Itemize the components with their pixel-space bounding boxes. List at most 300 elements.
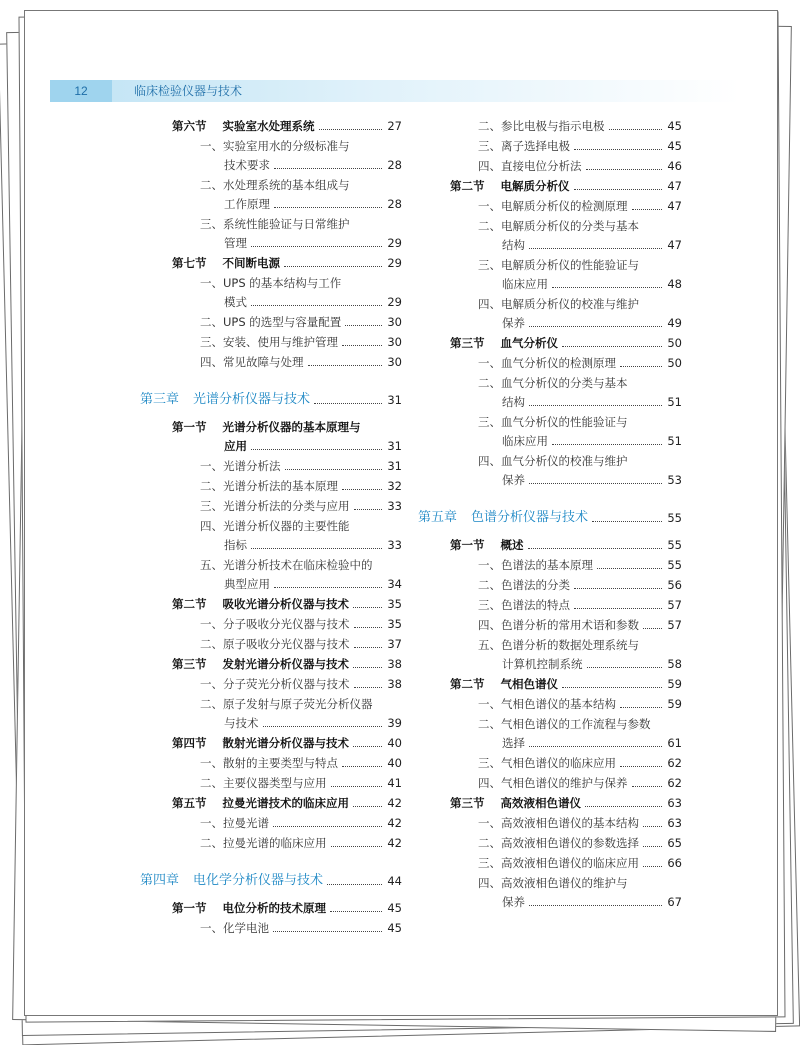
toc-entry-label [502,733,525,753]
toc-right-column [418,116,682,912]
toc-page-number: 38 [384,654,402,674]
dot-leader [529,483,662,484]
item-title: 色谱法的基本原理 [501,558,593,572]
toc-entry [418,773,682,793]
toc-entry [418,116,682,136]
item-number: 二、 [200,178,223,192]
toc-page-number: 57 [664,615,682,635]
item-title: 分子荧光分析仪器与技术 [223,677,350,691]
toc-entry [418,674,682,694]
toc-page-number: 40 [384,733,402,753]
toc-entry-label [478,615,639,635]
toc-entry-label [478,873,628,893]
toc-entry-label [478,833,639,853]
toc-entry-label [200,833,327,853]
toc-entry [140,674,402,694]
section-number: 第一节 [172,420,207,434]
section-title: 应用 [224,439,247,453]
toc-page-number: 27 [384,116,402,136]
item-number: 四、 [478,159,501,173]
toc-page-number: 46 [664,156,682,176]
item-title: 色谱法的分类 [501,578,570,592]
toc-page-number: 63 [664,813,682,833]
dot-leader [620,366,662,367]
toc-entry [140,535,402,555]
section-title: 发射光谱分析仪器与技术 [222,657,349,671]
item-title: 光谱分析技术在临床检验中的 [223,558,373,572]
dot-leader [620,707,662,708]
toc-entry-label [478,595,570,615]
item-number: 三、 [478,756,501,770]
toc-entry-label [200,352,304,372]
item-number: 二、 [200,776,223,790]
item-title: 指标 [224,538,247,552]
toc-entry [418,176,682,196]
toc-entry [418,507,682,529]
item-title: 光谱分析法的基本原理 [223,479,338,493]
toc-page-number: 66 [664,853,682,873]
toc-page-number: 31 [384,389,402,411]
toc-entry-label [200,273,341,293]
chapter-number: 第三章 [140,392,180,407]
page-number: 12 [50,80,112,102]
item-title: 原子发射与原子荧光分析仪器 [223,697,373,711]
toc-entry-label [224,436,247,456]
toc-entry-label [450,674,558,694]
item-title: 结构 [502,395,525,409]
toc-page-number: 57 [664,595,682,615]
item-title: 主要仪器类型与应用 [223,776,327,790]
toc-entry-label [200,813,269,833]
toc-entry [418,555,682,575]
toc-page-number: 47 [664,196,682,216]
toc-entry-label [478,773,628,793]
toc-entry [418,353,682,373]
dot-leader [354,687,383,688]
toc-entry [418,255,682,275]
item-title: 气相色谱仪的基本结构 [501,697,616,711]
toc-page-number: 55 [664,535,682,555]
toc-entry-label [502,274,548,294]
chapter-title: 光谱分析仪器与技术 [193,392,311,407]
dot-leader [353,746,382,747]
toc-entry [418,156,682,176]
toc-entry [418,595,682,615]
toc-entry [140,332,402,352]
toc-entry-label [200,674,350,694]
toc-entry-label [140,870,323,892]
item-title: 分子吸收分光仪器与技术 [223,617,350,631]
toc-page-number: 61 [664,733,682,753]
toc-entry-label [478,373,628,393]
section-number: 第五节 [172,796,207,810]
toc-entry-label [224,155,270,175]
item-title: 色谱分析的数据处理系统与 [501,638,639,652]
toc-entry [418,733,682,753]
item-title: 模式 [224,295,247,309]
toc-page-number: 50 [664,333,682,353]
toc-entry [140,253,402,273]
dot-leader [574,189,663,190]
toc-entry [418,136,682,156]
toc-entry [140,574,402,594]
dot-leader [643,826,662,827]
dot-leader [354,647,383,648]
section-title: 概述 [500,538,524,552]
item-number: 一、 [200,677,223,691]
item-title: 安装、使用与维护管理 [223,335,338,349]
dot-leader [620,766,662,767]
toc-page-number: 59 [664,694,682,714]
toc-entry [418,892,682,912]
section-number: 第二节 [450,677,485,691]
toc-entry-label [200,456,281,476]
item-title: 临床应用 [502,434,548,448]
toc-page-number: 37 [384,634,402,654]
item-number: 三、 [478,415,501,429]
toc-entry [418,333,682,353]
toc-page-number: 30 [384,312,402,332]
toc-entry [140,594,402,614]
toc-entry-label [224,233,247,253]
toc-page-number: 31 [384,456,402,476]
item-title: 血气分析仪的性能验证与 [501,415,628,429]
toc-entry-label [224,574,270,594]
book-title: 临床检验仪器与技术 [134,84,243,98]
toc-entry-label [224,713,259,733]
chapter-title: 电化学分析仪器与技术 [193,873,324,888]
toc-entry-label [172,793,349,813]
item-title: 血气分析仪的检测原理 [501,356,616,370]
toc-entry [418,274,682,294]
item-number: 二、 [200,315,223,329]
section-title: 实验室水处理系统 [222,119,315,133]
item-number: 二、 [200,836,223,850]
toc-entry-label [140,389,310,411]
toc-entry [140,833,402,853]
dot-leader [345,325,382,326]
section-title: 电位分析的技术原理 [222,901,326,915]
section-title: 高效液相色谱仪 [500,796,581,810]
item-number: 一、 [478,816,501,830]
toc-entry-label [502,313,525,333]
dot-leader [586,169,663,170]
toc-entry [140,555,402,575]
item-title: 电解质分析仪的分类与基本 [501,219,639,233]
dot-leader [353,607,382,608]
toc-entry-label [200,614,350,634]
item-title: 高效液相色谱仪的参数选择 [501,836,639,850]
toc-page-number: 59 [664,674,682,694]
item-number: 二、 [478,717,501,731]
item-title: 血气分析仪的分类与基本 [501,376,628,390]
toc-entry [140,136,402,156]
toc-entry-label [478,353,616,373]
dot-leader [562,346,662,347]
toc-page-number: 38 [384,674,402,694]
item-number: 一、 [478,558,501,572]
toc-entry [418,694,682,714]
item-number: 二、 [478,219,501,233]
toc-entry-label [200,694,373,714]
dot-leader [597,568,662,569]
toc-entry-label [172,654,349,674]
dot-leader [643,846,662,847]
toc-page-number: 42 [384,793,402,813]
toc-page-number: 51 [664,392,682,412]
section-title: 不间断电源 [222,256,280,270]
section-title: 散射光谱分析仪器与技术 [222,736,349,750]
item-title: 拉曼光谱 [223,816,269,830]
toc-page-number: 28 [384,155,402,175]
toc-page-number: 65 [664,833,682,853]
toc-entry [140,694,402,714]
dot-leader [574,149,662,150]
toc-entry [418,793,682,813]
toc-entry-label [200,332,338,352]
toc-entry [140,312,402,332]
dot-leader [574,608,662,609]
item-number: 五、 [478,638,501,652]
dot-leader [342,489,382,490]
item-number: 二、 [478,836,501,850]
item-title: 气相色谱仪的工作流程与参数 [501,717,651,731]
item-title: 高效液相色谱仪的基本结构 [501,816,639,830]
item-number: 一、 [200,816,223,830]
item-title: UPS 的选型与容量配置 [223,315,342,329]
item-number: 四、 [478,618,501,632]
toc-page-number: 32 [384,476,402,496]
section-number: 第七节 [172,256,207,270]
dot-leader [643,628,662,629]
item-number: 四、 [200,519,223,533]
toc-entry-label [200,634,350,654]
dot-leader [319,129,383,130]
section-number: 第三节 [172,657,207,671]
toc-entry-label [478,575,570,595]
item-number: 四、 [200,355,223,369]
toc-entry [418,294,682,314]
toc-page-number: 39 [384,713,402,733]
item-title: 电解质分析仪的性能验证与 [501,258,639,272]
item-title: 原子吸收分光仪器与技术 [223,637,350,651]
toc-entry [140,389,402,411]
toc-entry [418,753,682,773]
toc-entry-label [502,235,525,255]
dot-leader [314,403,382,404]
item-number: 二、 [478,376,501,390]
item-title: UPS 的基本结构与工作 [223,276,342,290]
chapter-title: 色谱分析仪器与技术 [471,510,589,525]
toc-page-number: 47 [664,176,682,196]
toc-entry [418,833,682,853]
item-title: 典型应用 [224,577,270,591]
toc-entry [140,273,402,293]
toc-entry-label [200,214,350,234]
item-number: 一、 [200,617,223,631]
toc-entry-label [172,733,349,753]
toc-entry [418,313,682,333]
toc-entry-label [224,535,247,555]
toc-page-number: 50 [664,353,682,373]
toc-entry-label [172,253,280,273]
dot-leader [342,766,382,767]
toc-page-number: 45 [664,116,682,136]
toc-entry [140,918,402,938]
toc-entry [140,634,402,654]
dot-leader [529,905,662,906]
toc-entry-label [478,156,582,176]
toc-entry [140,233,402,253]
toc-entry [140,476,402,496]
toc-page-number: 29 [384,233,402,253]
toc-entry-label [478,216,639,236]
item-title: 化学电池 [223,921,269,935]
section-number: 第四节 [172,736,207,750]
toc-entry-label [478,294,639,314]
dot-leader [529,326,662,327]
section-number: 第二节 [450,179,485,193]
item-title: 保养 [502,316,525,330]
section-number: 第三节 [450,796,485,810]
toc-page-number: 47 [664,235,682,255]
dot-leader [529,405,662,406]
dot-leader [273,826,382,827]
toc-page-number: 55 [664,507,682,529]
item-title: 水处理系统的基本组成与 [223,178,350,192]
dot-leader [284,266,382,267]
toc-page-number: 44 [384,870,402,892]
item-title: 管理 [224,236,247,250]
toc-entry-label [200,175,350,195]
toc-entry-label [478,255,639,275]
toc-entry-label [478,555,593,575]
item-title: 离子选择电极 [501,139,570,153]
item-number: 四、 [478,454,501,468]
toc-page-number: 48 [664,274,682,294]
dot-leader [632,209,663,210]
toc-page-number: 40 [384,753,402,773]
toc-entry [140,194,402,214]
toc-entry [140,496,402,516]
toc-entry-label [502,654,583,674]
dot-leader [327,884,382,885]
toc-entry [140,214,402,234]
toc-page-number: 35 [384,614,402,634]
item-title: 电解质分析仪的校准与维护 [501,297,639,311]
dot-leader [592,521,662,522]
toc-entry [140,793,402,813]
toc-entry [140,292,402,312]
toc-page-number: 67 [664,892,682,912]
toc-page-number: 28 [384,194,402,214]
dot-leader [574,588,662,589]
dot-leader [273,931,382,932]
dot-leader [632,786,663,787]
dot-leader [353,806,382,807]
toc-entry-label [224,292,247,312]
toc-entry [140,898,402,918]
item-title: 与技术 [224,716,259,730]
section-title: 电解质分析仪 [500,179,570,193]
toc-entry [418,654,682,674]
dot-leader [342,345,382,346]
section-number: 第一节 [450,538,485,552]
dot-leader [587,667,663,668]
dot-leader [285,469,383,470]
dot-leader [354,509,383,510]
toc-entry [418,635,682,655]
chapter-number: 第五章 [418,510,458,525]
dot-leader [529,746,662,747]
toc-entry-label [450,176,570,196]
toc-page-number: 56 [664,575,682,595]
toc-entry [140,614,402,634]
toc-entry [418,813,682,833]
item-number: 三、 [478,598,501,612]
toc-entry-label [418,507,588,529]
dot-leader [528,548,663,549]
toc-entry-label [478,196,628,216]
toc-entry [418,392,682,412]
running-header [50,80,740,102]
item-title: 结构 [502,238,525,252]
item-number: 一、 [200,459,223,473]
dot-leader [562,687,662,688]
toc-page-number: 51 [664,431,682,451]
toc-entry-label [478,813,639,833]
dot-leader [609,129,663,130]
toc-entry-label [224,194,270,214]
item-title: 计算机控制系统 [502,657,583,671]
item-number: 三、 [478,856,501,870]
toc-entry-label [172,116,315,136]
section-number: 第三节 [450,336,485,350]
item-number: 四、 [478,776,501,790]
item-title: 高效液相色谱仪的维护与 [501,876,628,890]
dot-leader [331,846,383,847]
toc-entry-label [200,773,327,793]
toc-page-number: 29 [384,292,402,312]
item-number: 五、 [200,558,223,572]
item-number: 三、 [478,139,501,153]
item-title: 高效液相色谱仪的临床应用 [501,856,639,870]
item-number: 四、 [478,876,501,890]
toc-entry-label [478,451,628,471]
toc-entry [418,196,682,216]
item-title: 散射的主要类型与特点 [223,756,338,770]
item-number: 三、 [478,258,501,272]
toc-entry [140,713,402,733]
item-number: 一、 [200,921,223,935]
dot-leader [251,548,382,549]
dot-leader [353,667,382,668]
toc-entry [418,615,682,635]
section-title: 吸收光谱分析仪器与技术 [222,597,349,611]
item-title: 选择 [502,736,525,750]
item-title: 实验室用水的分级标准与 [223,139,350,153]
toc-entry [418,470,682,490]
dot-leader [552,287,662,288]
section-title: 光谱分析仪器的基本原理与 [222,420,361,434]
item-number: 一、 [478,697,501,711]
item-title: 血气分析仪的校准与维护 [501,454,628,468]
toc-page-number: 33 [384,496,402,516]
item-title: 电解质分析仪的检测原理 [501,199,628,213]
dot-leader [308,365,383,366]
chapter-number: 第四章 [140,873,180,888]
item-number: 二、 [200,479,223,493]
